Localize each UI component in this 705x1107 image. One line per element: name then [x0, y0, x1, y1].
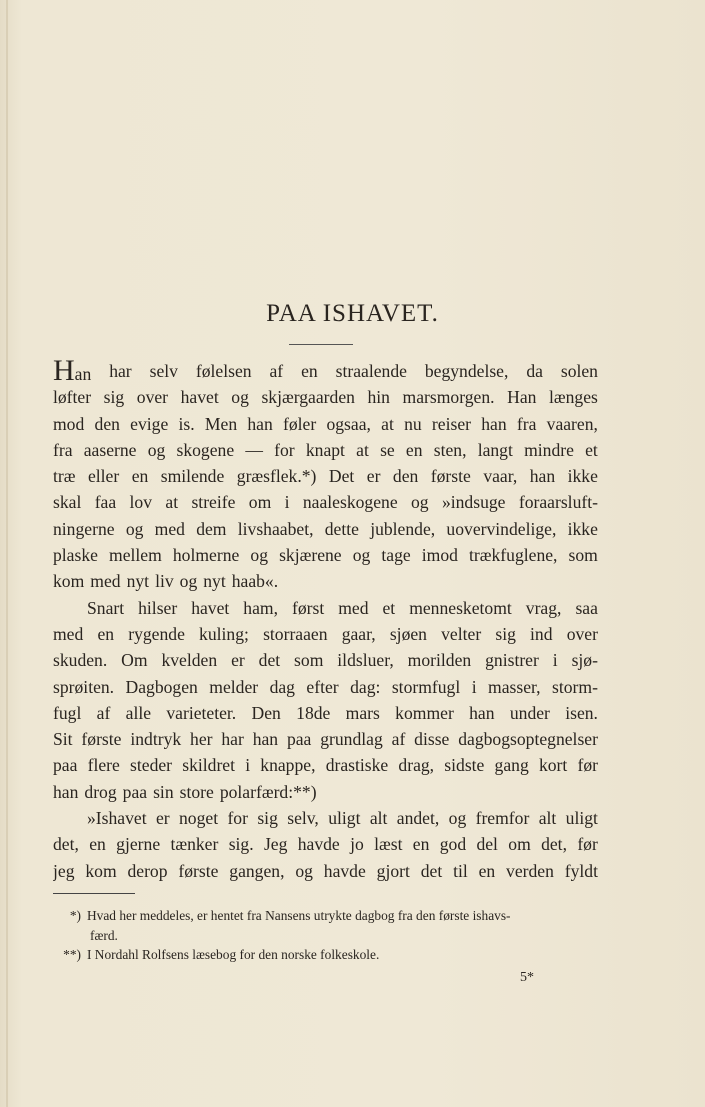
footnote-marker: *) — [69, 908, 81, 923]
text-line: det, en gjerne tænker sig. Jeg havde jo læst en god del om det, før — [53, 834, 598, 855]
page-number: 5* — [520, 970, 534, 985]
footnotes — [53, 906, 598, 965]
text-line: Snart hilser havet ham, først med et mennesketomt vrag, saa — [87, 597, 598, 618]
text-line: jeg kom derop første gangen, og havde gjort det til en verden fyldt — [53, 860, 598, 881]
text-line: skal faa lov at streife om i naaleskogene og »indsuge foraarsluft- — [53, 492, 598, 513]
text-line: skuden. Om kvelden er det som ildsluer, morilden gnistrer i sjø- — [53, 650, 598, 671]
text-line: paa flere steder skildret i knappe, drastiske drag, sidste gang kort før — [53, 755, 598, 776]
text-line: løfter sig over havet og skjærgaarden hin marsmorgen. Han længes — [53, 387, 598, 408]
text-line: fra aaserne og skogene — for knapt at se en sten, langt mindre et — [53, 439, 598, 460]
text-line: Han har selv følelsen af en straalende begyndelse, da solen — [53, 358, 598, 384]
footnote — [53, 906, 598, 926]
text-line: fugl af alle varieteter. Den 18de mars kommer han under isen. — [53, 702, 598, 723]
text-line: med en rygende kuling; storraaen gaar, sjøen velter sig ind over — [53, 623, 598, 644]
text-line: Sit første indtryk her har han paa grundlag af disse dagbogsoptegnelser — [53, 729, 598, 750]
binding-gutter — [6, 0, 8, 1107]
footnote-rule — [53, 893, 135, 894]
footnote — [53, 945, 598, 965]
footnote-text: Hvad her meddeles, er hentet fra Nansens utrykte dagbog fra den første ishavs- — [87, 908, 511, 923]
footnote-continuation: færd. — [90, 927, 118, 943]
body-text — [53, 358, 598, 884]
text-line: kom med nyt liv og nyt haab«. — [53, 571, 279, 592]
chapter-title: PAA ISHAVET. — [266, 300, 439, 327]
text-line: plaske mellem holmerne og skjærene og tage imod trækfuglene, som — [53, 545, 598, 566]
footnote-text: I Nordahl Rolfsens læsebog for den norske folkeskole. — [87, 947, 380, 962]
text-line: sprøiten. Dagbogen melder dag efter dag: stormfugl i masser, storm- — [53, 676, 598, 697]
drop-capital: H — [53, 358, 75, 385]
text-line: »Ishavet er noget for sig selv, uligt alt andet, og fremfor alt uligt — [87, 808, 598, 829]
title-rule — [289, 344, 353, 345]
text-line: træ eller en smilende græsflek.*) Det er den første vaar, han ikke — [53, 466, 598, 487]
footnote-marker: **) — [63, 947, 81, 962]
text-line: mod den evige is. Men han føler ogsaa, at nu reiser han fra vaaren, — [53, 413, 598, 434]
text-line: han drog paa sin store polarfærd:**) — [53, 781, 317, 802]
text-line: ningerne og med dem livshaabet, dette jublende, uovervindelige, ikke — [53, 518, 598, 539]
